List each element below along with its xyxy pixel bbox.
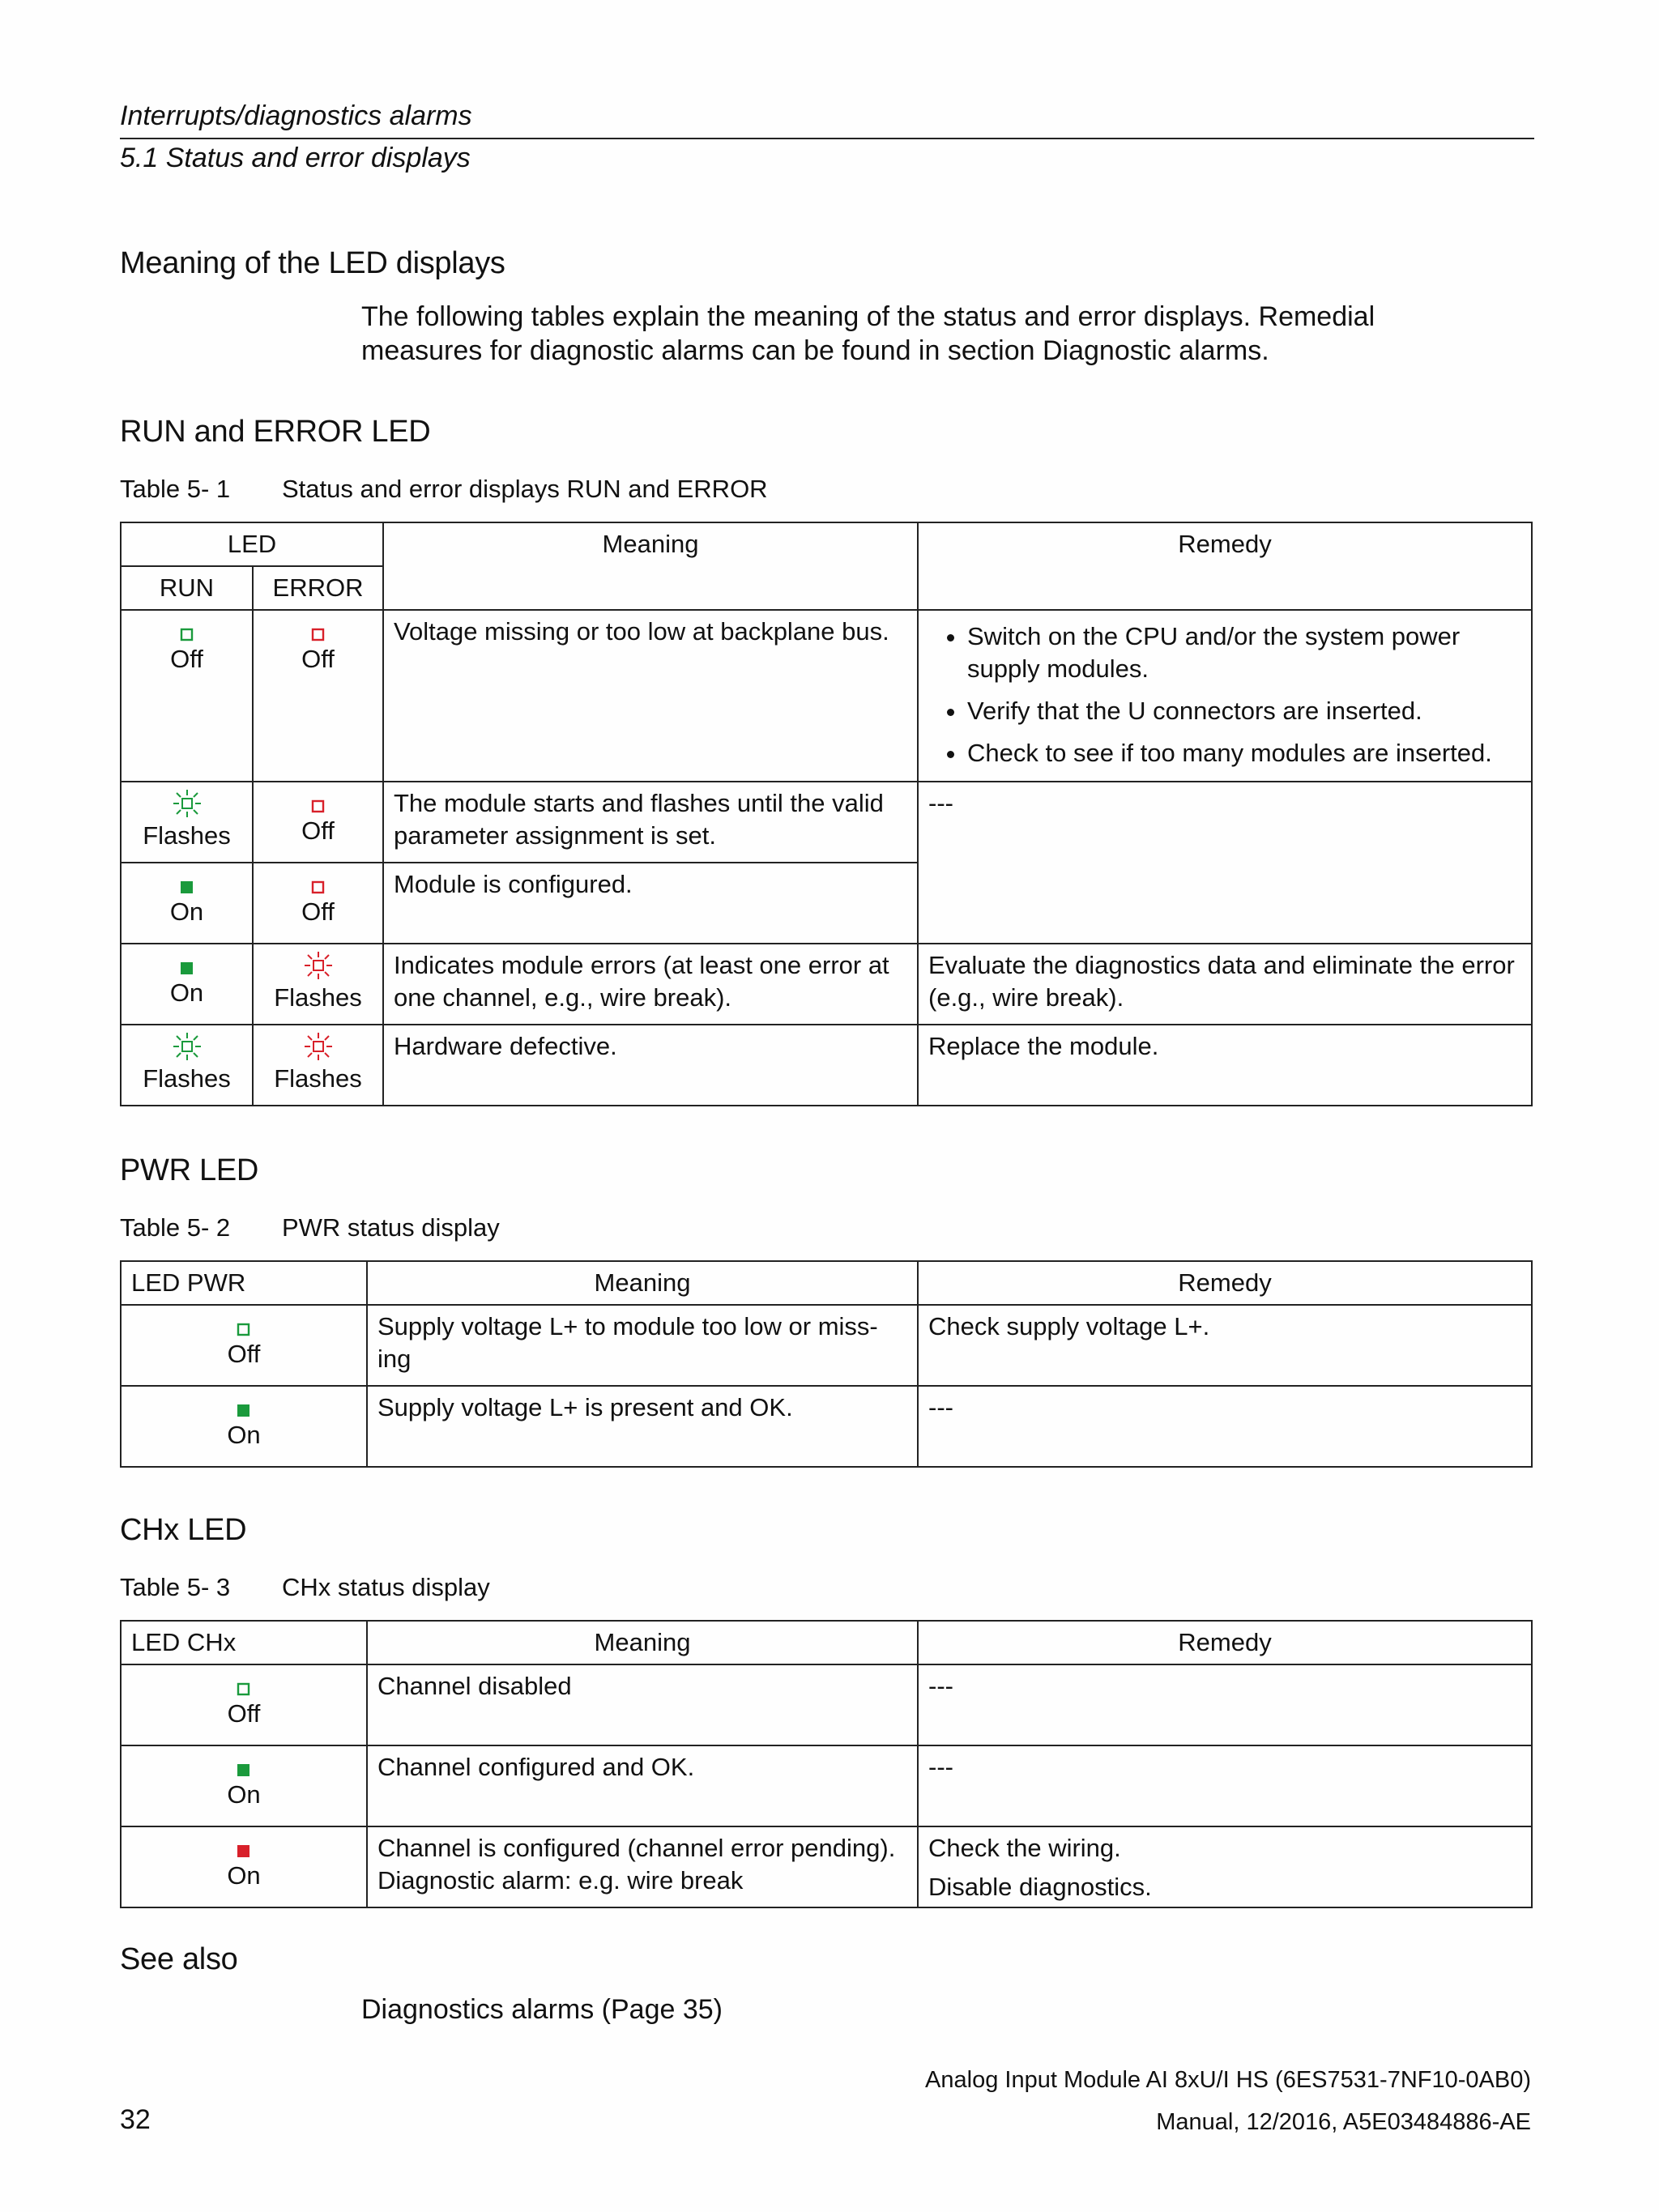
remedy-item: • Switch on the CPU and/or the system power supply modules. bbox=[967, 620, 1521, 685]
error-led-cell bbox=[253, 863, 383, 944]
table-pwr bbox=[120, 1260, 1533, 1468]
remedy-cell: Evaluate the diagnostics data and eliminate the error (e.g., wire break). bbox=[918, 944, 1532, 1025]
pwr-led-cell bbox=[121, 1386, 367, 1467]
led-off-icon bbox=[236, 1681, 252, 1698]
intro-line-1: The following tables explain the meaning of the status and error displays. Remedial bbox=[361, 301, 1375, 332]
col-header-remedy: Remedy bbox=[918, 522, 1532, 610]
chx-led-cell bbox=[121, 1745, 367, 1826]
run-state: On bbox=[169, 897, 204, 926]
page-number: 32 bbox=[120, 2104, 151, 2135]
header-rule bbox=[120, 138, 1534, 139]
table-5-2-caption bbox=[120, 1213, 500, 1242]
pwr-state: On bbox=[227, 1421, 261, 1449]
led-on-icon bbox=[179, 961, 195, 977]
col-header-meaning: Meaning bbox=[383, 522, 918, 610]
see-also-link[interactable]: Diagnostics alarms (Page 35) bbox=[361, 1994, 723, 2025]
remedy-cell bbox=[918, 1826, 1532, 1907]
caption-number: Table 5- 2 bbox=[120, 1213, 231, 1242]
heading-chx-led: CHx LED bbox=[120, 1513, 247, 1547]
error-state: Flashes bbox=[274, 983, 362, 1012]
run-state: Off bbox=[170, 645, 203, 673]
meaning-cell: Module is configured. bbox=[383, 863, 918, 944]
run-state: Flashes bbox=[143, 1064, 231, 1093]
error-state: Flashes bbox=[274, 1064, 362, 1093]
meaning-line: Diagnostic alarm: e.g. wire break bbox=[377, 1866, 744, 1894]
remedy-cell: --- bbox=[918, 1664, 1532, 1745]
meaning-cell: Channel disabled bbox=[367, 1664, 918, 1745]
remedy-list bbox=[928, 620, 1521, 769]
run-led-cell bbox=[121, 610, 253, 782]
running-header-chapter: Interrupts/diagnostics alarms bbox=[120, 100, 472, 131]
running-header-section: 5.1 Status and error displays bbox=[120, 143, 471, 173]
chx-state: Off bbox=[227, 1699, 261, 1728]
meaning-cell: Supply voltage L+ is present and OK. bbox=[367, 1386, 918, 1467]
meaning-cell: The module starts and flashes until the valid parameter assignment is set. bbox=[383, 782, 918, 863]
heading-see-also: See also bbox=[120, 1942, 238, 1976]
led-flashing-icon bbox=[171, 787, 203, 820]
error-state: Off bbox=[301, 816, 335, 845]
intro-line-2: measures for diagnostic alarms can be found in section Diagnostic alarms. bbox=[361, 335, 1269, 366]
run-led-cell bbox=[121, 863, 253, 944]
remedy-cell: --- bbox=[918, 1745, 1532, 1826]
error-led-cell bbox=[253, 782, 383, 863]
chx-state: On bbox=[227, 1861, 261, 1890]
heading-pwr-led: PWR LED bbox=[120, 1153, 259, 1187]
remedy-cell: Replace the module. bbox=[918, 1025, 1532, 1106]
col-header-error: ERROR bbox=[253, 566, 383, 610]
led-off-icon bbox=[236, 1322, 252, 1338]
pwr-led-cell bbox=[121, 1305, 367, 1386]
caption-text: CHx status display bbox=[282, 1573, 490, 1601]
led-off-icon bbox=[179, 627, 195, 643]
run-led-cell bbox=[121, 944, 253, 1025]
led-flashing-icon bbox=[171, 1030, 203, 1063]
remedy-line: Check the wiring. bbox=[928, 1834, 1121, 1862]
error-led-cell bbox=[253, 1025, 383, 1106]
led-flashing-icon bbox=[302, 949, 335, 982]
chx-led-cell bbox=[121, 1826, 367, 1907]
remedy-cell: --- bbox=[918, 1386, 1532, 1467]
remedy-cell: Check supply voltage L+. bbox=[918, 1305, 1532, 1386]
table-row bbox=[121, 1305, 1532, 1386]
footer-product: Analog Input Module AI 8xU/I HS (6ES7531-7NF10-0AB0) bbox=[925, 2067, 1531, 2093]
intro-paragraph bbox=[361, 300, 1375, 368]
col-header-remedy: Remedy bbox=[918, 1261, 1532, 1305]
error-state: Off bbox=[301, 645, 335, 673]
table-run-error bbox=[120, 522, 1533, 1106]
meaning-cell bbox=[367, 1826, 918, 1907]
col-header-led-pwr: LED PWR bbox=[121, 1261, 367, 1305]
caption-text: PWR status display bbox=[282, 1213, 500, 1242]
table-row bbox=[121, 1745, 1532, 1826]
table-5-3-caption bbox=[120, 1573, 490, 1602]
led-off-icon bbox=[310, 799, 326, 815]
meaning-line: Channel is configured (channel error pending). bbox=[377, 1834, 896, 1862]
meaning-cell: Hardware defective. bbox=[383, 1025, 918, 1106]
meaning-cell: Channel configured and OK. bbox=[367, 1745, 918, 1826]
led-on-icon bbox=[236, 1403, 252, 1419]
remedy-item: • Check to see if too many modules are inserted. bbox=[967, 737, 1521, 769]
run-state: Flashes bbox=[143, 821, 231, 850]
table-chx bbox=[120, 1620, 1533, 1908]
table-row bbox=[121, 610, 1532, 782]
footer-manual: Manual, 12/2016, A5E03484886-AE bbox=[1156, 2109, 1531, 2135]
caption-number: Table 5- 3 bbox=[120, 1573, 231, 1601]
run-state: On bbox=[169, 978, 204, 1007]
run-led-cell bbox=[121, 1025, 253, 1106]
led-on-icon bbox=[236, 1762, 252, 1779]
led-flashing-icon bbox=[302, 1030, 335, 1063]
col-header-led-chx: LED CHx bbox=[121, 1621, 367, 1664]
meaning-cell: Supply voltage L+ to module too low or miss-ing bbox=[367, 1305, 918, 1386]
heading-run-error: RUN and ERROR LED bbox=[120, 415, 431, 449]
led-off-icon bbox=[310, 880, 326, 896]
table-row bbox=[121, 1664, 1532, 1745]
run-led-cell bbox=[121, 782, 253, 863]
table-row bbox=[121, 1025, 1532, 1106]
heading-led-displays: Meaning of the LED displays bbox=[120, 246, 505, 280]
chx-led-cell bbox=[121, 1664, 367, 1745]
error-led-cell bbox=[253, 944, 383, 1025]
meaning-cell: Indicates module errors (at least one error at one channel, e.g., wire break). bbox=[383, 944, 918, 1025]
pwr-state: Off bbox=[227, 1340, 261, 1368]
col-header-led: LED bbox=[121, 522, 383, 566]
error-state: Off bbox=[301, 897, 335, 926]
table-5-1-caption bbox=[120, 475, 768, 504]
col-header-run: RUN bbox=[121, 566, 253, 610]
remedy-cell: --- bbox=[918, 782, 1532, 944]
remedy-line: Disable diagnostics. bbox=[928, 1873, 1152, 1901]
error-led-cell bbox=[253, 610, 383, 782]
remedy-item: • Verify that the U connectors are inserted. bbox=[967, 695, 1521, 727]
col-header-meaning: Meaning bbox=[367, 1261, 918, 1305]
caption-number: Table 5- 1 bbox=[120, 475, 231, 503]
col-header-remedy: Remedy bbox=[918, 1621, 1532, 1664]
meaning-cell: Voltage missing or too low at backplane bus. bbox=[383, 610, 918, 782]
table-row bbox=[121, 944, 1532, 1025]
caption-text: Status and error displays RUN and ERROR bbox=[282, 475, 768, 503]
col-header-meaning: Meaning bbox=[367, 1621, 918, 1664]
table-row bbox=[121, 1386, 1532, 1467]
table-row bbox=[121, 1826, 1532, 1907]
chx-state: On bbox=[227, 1780, 261, 1809]
led-on-icon bbox=[179, 880, 195, 896]
led-on-icon bbox=[236, 1843, 252, 1860]
led-off-icon bbox=[310, 627, 326, 643]
remedy-cell bbox=[918, 610, 1532, 782]
table-row bbox=[121, 782, 1532, 863]
